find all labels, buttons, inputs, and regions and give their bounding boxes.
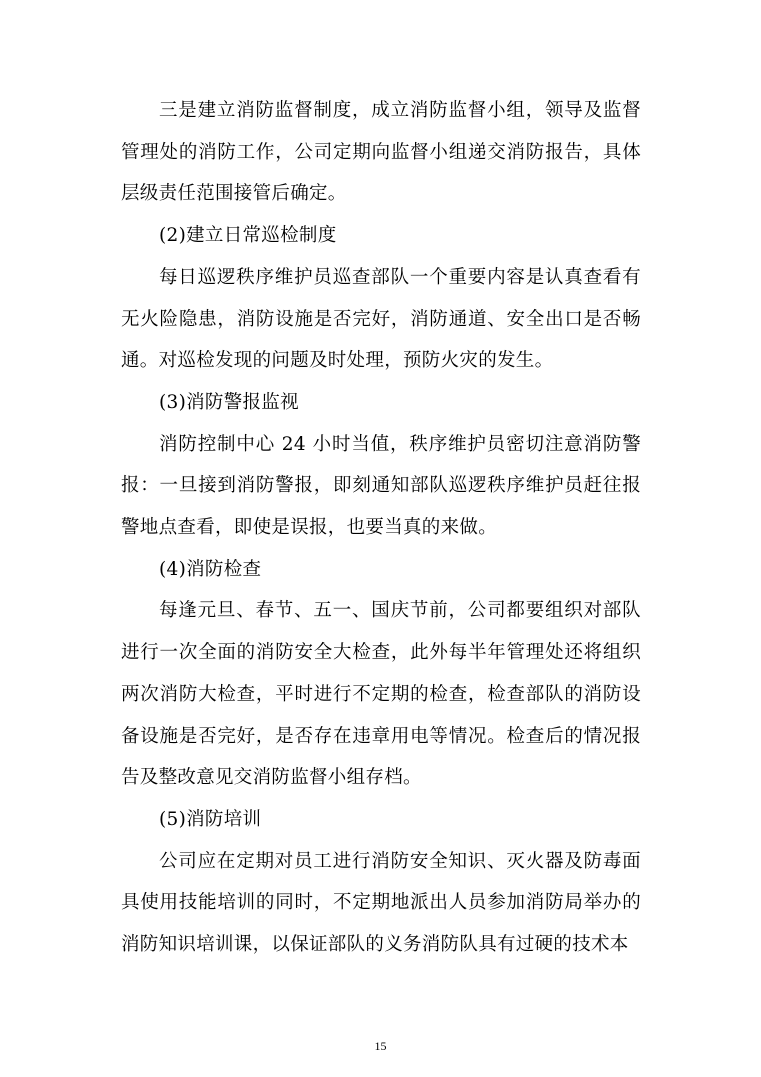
- section-heading-fire-inspection: (4)消防检查: [159, 558, 262, 580]
- section-heading-daily-inspection: (2)建立日常巡检制度: [159, 225, 337, 247]
- section-heading-alarm-monitoring: (3)消防警报监视: [159, 391, 299, 413]
- paragraph-daily-inspection: 每日巡逻秩序维护员巡查部队一个重要内容是认真查看有无火险隐患，消防设施是否完好，消防通道、安全出口是否畅通。对巡检发现的问题及时处理，预防火灾的发生。: [121, 266, 641, 372]
- page-number: 15: [374, 1039, 387, 1053]
- paragraph-fire-training: 公司应在定期对员工进行消防安全知识、灭火器及防毒面具使用技能培训的同时，不定期地派出人员参加消防局举办的消防知识培训课，以保证部队的义务消防队具有过硬的技术本: [121, 850, 641, 956]
- paragraph-fire-inspection: 每逢元旦、春节、五一、国庆节前，公司都要组织对部队进行一次全面的消防安全大检查，此外每半年管理处还将组织两次消防大检查，平时进行不定期的检查，检查部队的消防设备设施是否完好，是否存在违章用电等情况。检查后的情况报告及整改意见交消防监督小组存档。: [121, 600, 641, 789]
- paragraph-alarm-monitoring: 消防控制中心 24 小时当值，秩序维护员密切注意消防警报：一旦接到消防警报，即刻通知部队巡逻秩序维护员赶往报警地点查看，即使是误报，也要当真的来做。: [121, 433, 641, 539]
- section-heading-fire-training: (5)消防培训: [159, 808, 262, 830]
- paragraph-supervision-system: 三是建立消防监督制度，成立消防监督小组，领导及监督管理处的消防工作，公司定期向监督小组递交消防报告，具体层级责任范围接管后确定。: [121, 100, 641, 205]
- document-body: [121, 90, 641, 966]
